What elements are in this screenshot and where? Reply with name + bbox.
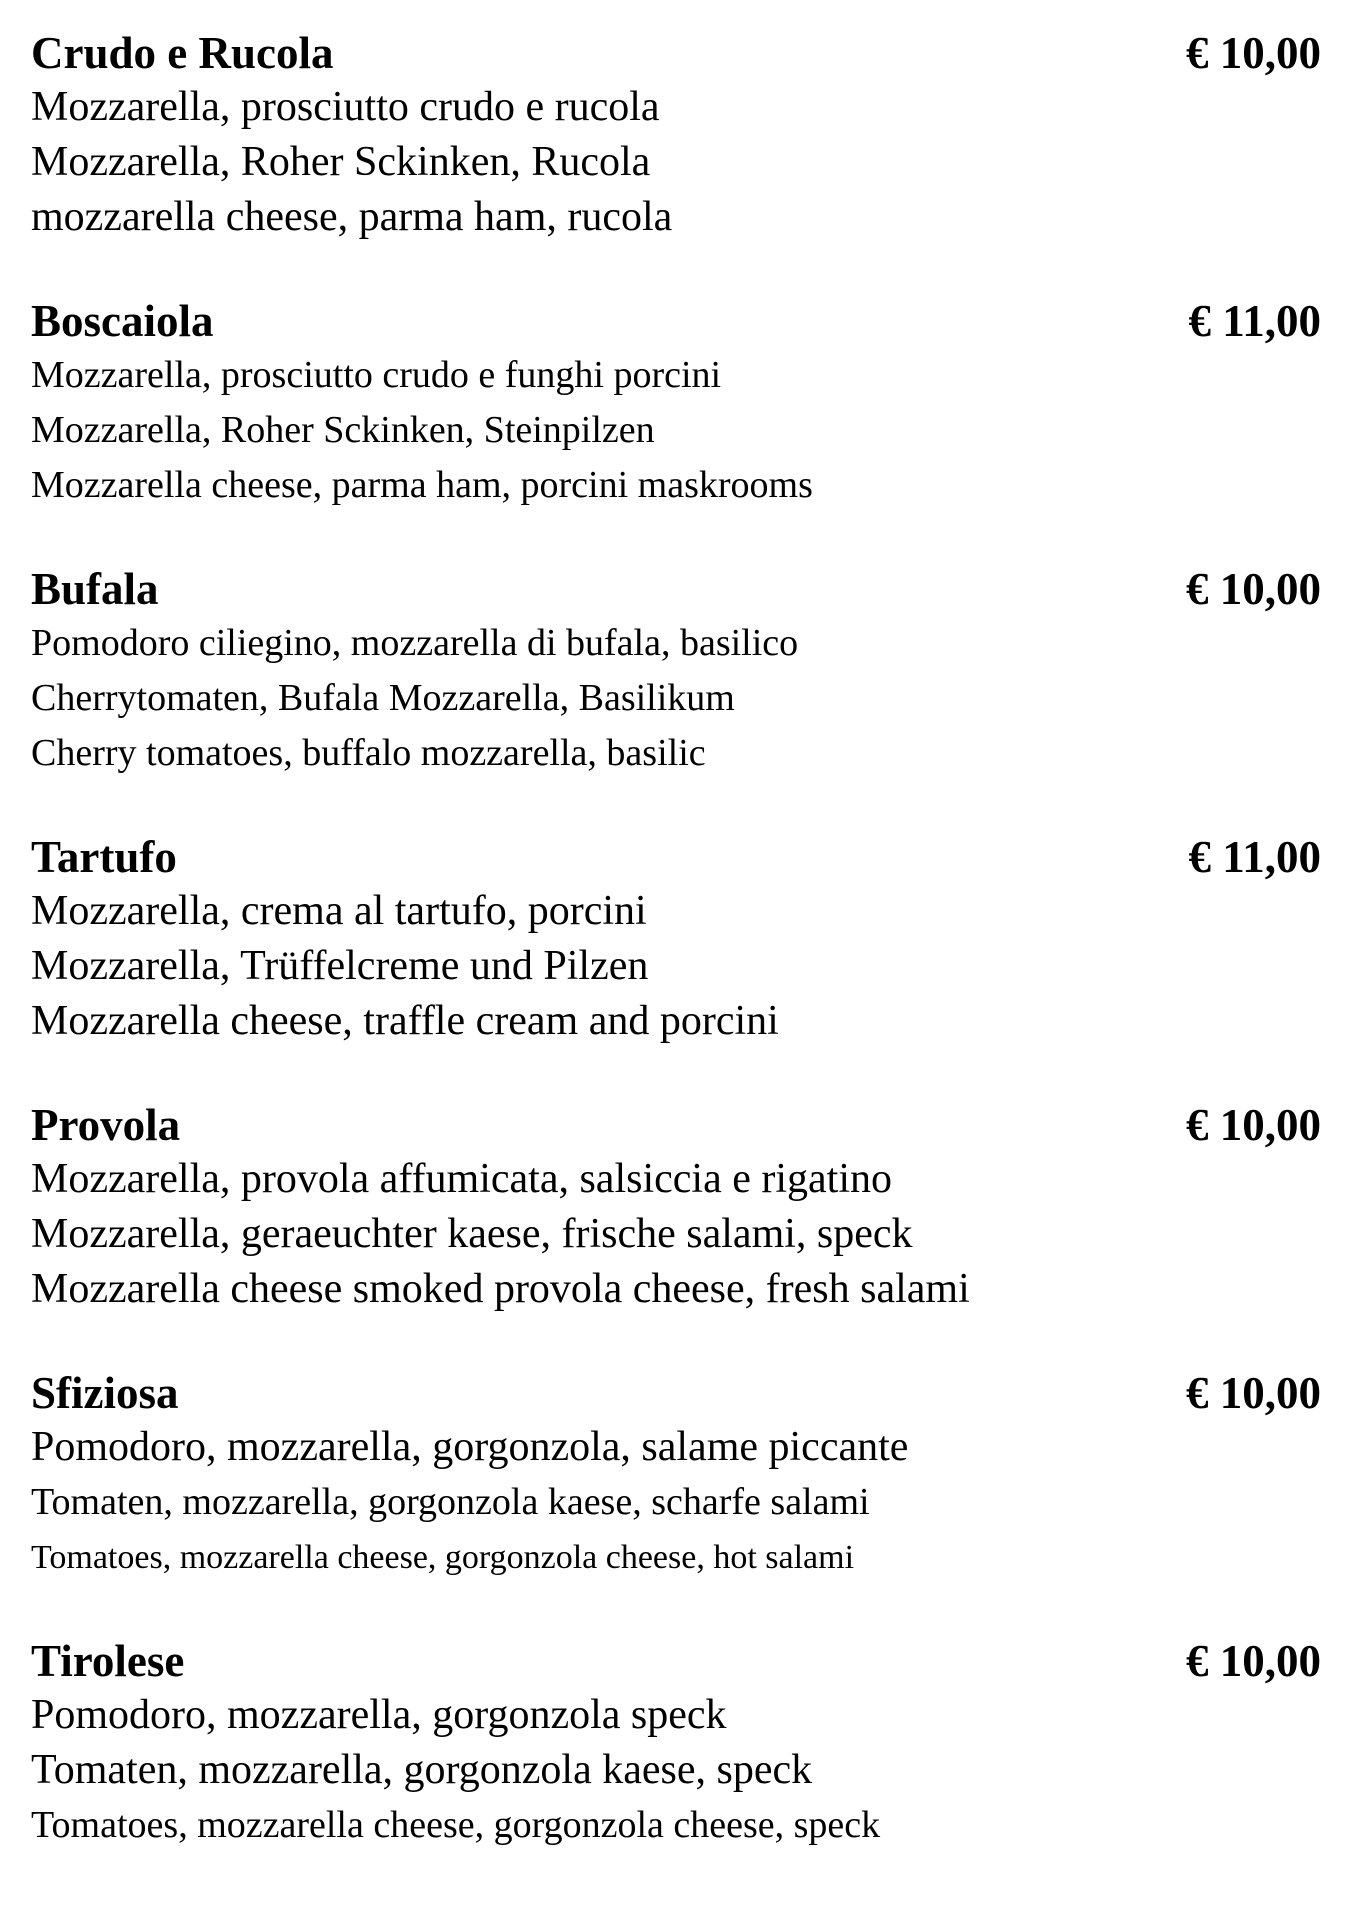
menu-item-boscaiola bbox=[31, 290, 1321, 558]
menu-item-header bbox=[31, 1362, 1321, 1420]
menu-item-header bbox=[31, 826, 1321, 884]
menu-item-crudo-e-rucola bbox=[31, 22, 1321, 290]
item-description bbox=[31, 1152, 1321, 1317]
menu-item-sfiziosa bbox=[31, 1362, 1321, 1630]
description-german: Mozzarella, Trüffelcreme und Pilzen bbox=[31, 943, 649, 989]
pizza-menu bbox=[31, 22, 1321, 1898]
description-italian: Pomodoro, mozzarella, gorgonzola, salame piccante bbox=[31, 1424, 909, 1470]
item-description bbox=[31, 1420, 1321, 1585]
item-description bbox=[31, 80, 1321, 245]
item-description bbox=[31, 884, 1321, 1049]
item-name: Provola bbox=[31, 1100, 181, 1150]
description-english: Mozzarella cheese, parma ham, porcini maskrooms bbox=[31, 464, 813, 506]
item-price: € 10,00 bbox=[1186, 1636, 1321, 1686]
item-description bbox=[31, 1688, 1321, 1853]
menu-item-header bbox=[31, 558, 1321, 616]
item-name: Tirolese bbox=[31, 1636, 185, 1686]
menu-item-header bbox=[31, 22, 1321, 80]
description-english: Mozzarella cheese smoked provola cheese, fresh salami bbox=[31, 1266, 970, 1312]
description-italian: Mozzarella, prosciutto crudo e funghi porcini bbox=[31, 354, 722, 396]
menu-item-tirolese bbox=[31, 1630, 1321, 1898]
description-english: Tomatoes, mozzarella cheese, gorgonzola cheese, hot salami bbox=[31, 1539, 855, 1576]
item-description bbox=[31, 348, 1321, 513]
menu-item-header bbox=[31, 1094, 1321, 1152]
item-name: Tartufo bbox=[31, 832, 177, 882]
description-english: Tomatoes, mozzarella cheese, gorgonzola cheese, speck bbox=[31, 1804, 881, 1846]
description-english: Mozzarella cheese, traffle cream and porcini bbox=[31, 998, 779, 1044]
description-italian: Mozzarella, crema al tartufo, porcini bbox=[31, 888, 647, 934]
description-english: Cherry tomatoes, buffalo mozzarella, basilic bbox=[31, 732, 706, 774]
item-name: Bufala bbox=[31, 564, 159, 614]
item-price: € 10,00 bbox=[1186, 1368, 1321, 1418]
description-italian: Mozzarella, provola affumicata, salsiccia e rigatino bbox=[31, 1156, 892, 1202]
menu-item-provola bbox=[31, 1094, 1321, 1362]
menu-item-bufala bbox=[31, 558, 1321, 826]
item-price: € 10,00 bbox=[1186, 1100, 1321, 1150]
menu-item-header bbox=[31, 290, 1321, 348]
menu-item-tartufo bbox=[31, 826, 1321, 1094]
item-price: € 10,00 bbox=[1186, 28, 1321, 78]
item-name: Sfiziosa bbox=[31, 1368, 179, 1418]
description-german: Tomaten, mozzarella, gorgonzola kaese, scharfe salami bbox=[31, 1481, 870, 1523]
description-english: mozzarella cheese, parma ham, rucola bbox=[31, 194, 673, 240]
item-price: € 11,00 bbox=[1188, 832, 1321, 882]
menu-item-header bbox=[31, 1630, 1321, 1688]
item-price: € 10,00 bbox=[1186, 564, 1321, 614]
description-italian: Pomodoro ciliegino, mozzarella di bufala, basilico bbox=[31, 622, 799, 664]
description-german: Cherrytomaten, Bufala Mozzarella, Basilikum bbox=[31, 677, 735, 719]
item-price: € 11,00 bbox=[1188, 296, 1321, 346]
description-german: Mozzarella, Roher Sckinken, Steinpilzen bbox=[31, 409, 655, 451]
description-german: Mozzarella, geraeuchter kaese, frische salami, speck bbox=[31, 1211, 913, 1257]
description-italian: Pomodoro, mozzarella, gorgonzola speck bbox=[31, 1692, 727, 1738]
item-description bbox=[31, 616, 1321, 781]
description-german: Mozzarella, Roher Sckinken, Rucola bbox=[31, 139, 651, 185]
item-name: Crudo e Rucola bbox=[31, 28, 334, 78]
description-italian: Mozzarella, prosciutto crudo e rucola bbox=[31, 84, 660, 130]
item-name: Boscaiola bbox=[31, 296, 214, 346]
description-german: Tomaten, mozzarella, gorgonzola kaese, speck bbox=[31, 1747, 813, 1793]
